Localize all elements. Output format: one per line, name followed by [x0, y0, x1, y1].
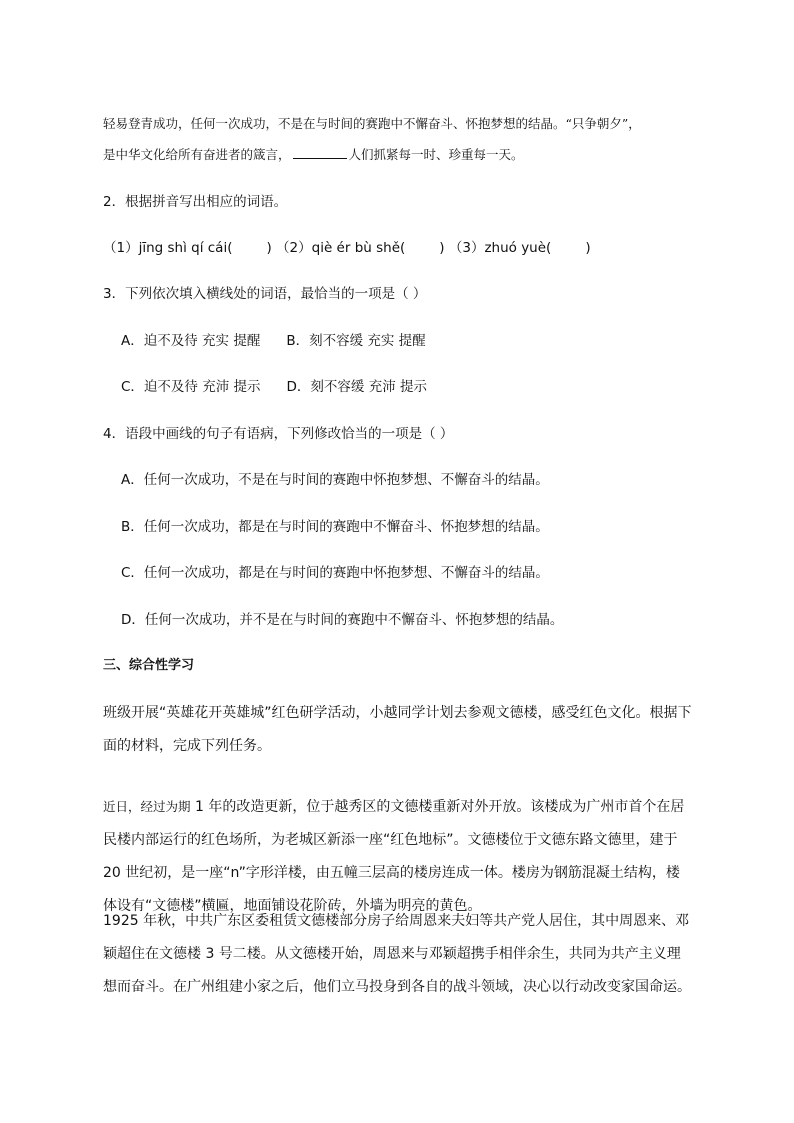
- question-3-option-d: D．刻不容缓 充沛 提示: [286, 379, 427, 395]
- question-3-option-b: B．刻不容缓 充实 提醒: [286, 333, 426, 349]
- section-3-paragraph-1: [103, 790, 693, 923]
- question-3-stem: 3．下列依次填入横线处的词语，最恰当的一项是（ ）: [103, 286, 427, 302]
- pinyin-item-2-close: ): [439, 240, 445, 256]
- question-4-option-a: A．任何一次成功，不是在与时间的赛跑中怀抱梦想、不懈奋斗的结晶。: [121, 472, 549, 488]
- passage-line-2-start: 是中华文化给所有奋进者的箴言，: [103, 147, 291, 162]
- question-4-stem: 4．语段中画线的句子有语病，下列修改恰当的一项是（ ）: [103, 426, 454, 442]
- question-3-options-row-1: [121, 331, 426, 351]
- question-2-stem: 2．根据拼音写出相应的词语。: [103, 194, 288, 210]
- section-3-intro: 班级开展“英雄花开英雄城”红色研学活动，小越同学计划去参观文德楼，感受红色文化。根据下面的材料，完成下列任务。: [103, 705, 692, 754]
- pinyin-item-3-close: ): [585, 240, 591, 256]
- section-3-heading: 三、综合性学习: [103, 658, 195, 673]
- pinyin-item-1-close: ): [266, 240, 272, 256]
- question-4-option-b: B．任何一次成功，都是在与时间的赛跑中不懈奋斗、怀抱梦想的结晶。: [121, 519, 549, 535]
- passage-line-1: 轻易登青成功，任何一次成功，不是在与时间的赛跑中不懈奋斗、怀抱梦想的结晶。“只争朝夕”，: [103, 116, 641, 131]
- paragraph-1-lead: 近日，经过为期: [103, 799, 191, 814]
- question-4-option-d: D．任何一次成功，并不是在与时间的赛跑中不懈奋斗、怀抱梦想的结晶。: [121, 612, 564, 628]
- fill-in-blank: [293, 145, 347, 159]
- question-3-options-row-2: [121, 377, 427, 397]
- section-3-paragraph-2: 1925 年秋，中共广东区委租赁文德楼部分房子给周恩来夫妇等共产党人居住，其中周恩来、邓颖超住在文德楼 3 号二楼。从文德楼开始，周恩来与邓颖超携手相伴余生，共同为共产主义理想而奋斗。在广州组建小家之后，他们立马投身到各自的战斗领域，决心以行动改变家国命运。: [103, 913, 691, 995]
- paragraph-1-body: 1 年的改造更新，位于越秀区的文德楼重新对外开放。该楼成为广州市首个在居民楼内部运行的红色场所，为老城区新添一座“红色地标”。文德楼位于文德东路文德里，建于 20 世纪初，是一座“n”字形洋楼，由五幢三层高的楼房连成一体。楼房为钢筋混凝土结构，楼体设有“文德楼”横匾，地面铺设花阶砖，外墙为明亮的黄色。: [103, 799, 685, 914]
- pinyin-item-1: （1）jīng shì qí cái(: [103, 240, 233, 256]
- question-3-option-c: C．迫不及待 充沛 提示: [121, 379, 261, 395]
- question-3-option-a: A．迫不及待 充实 提醒: [121, 333, 261, 349]
- question-4-option-c: C．任何一次成功，都是在与时间的赛跑中怀抱梦想、不懈奋斗的结晶。: [121, 565, 549, 581]
- passage-line-2: [103, 145, 524, 165]
- passage-line-2-end: 人们抓紧每一时、珍重每一天。: [348, 147, 524, 162]
- pinyin-item-3: （3）zhuó yuè(: [448, 240, 552, 256]
- pinyin-item-2: （2）qiè ér bù shě(: [276, 240, 406, 256]
- question-2-items: [103, 238, 591, 258]
